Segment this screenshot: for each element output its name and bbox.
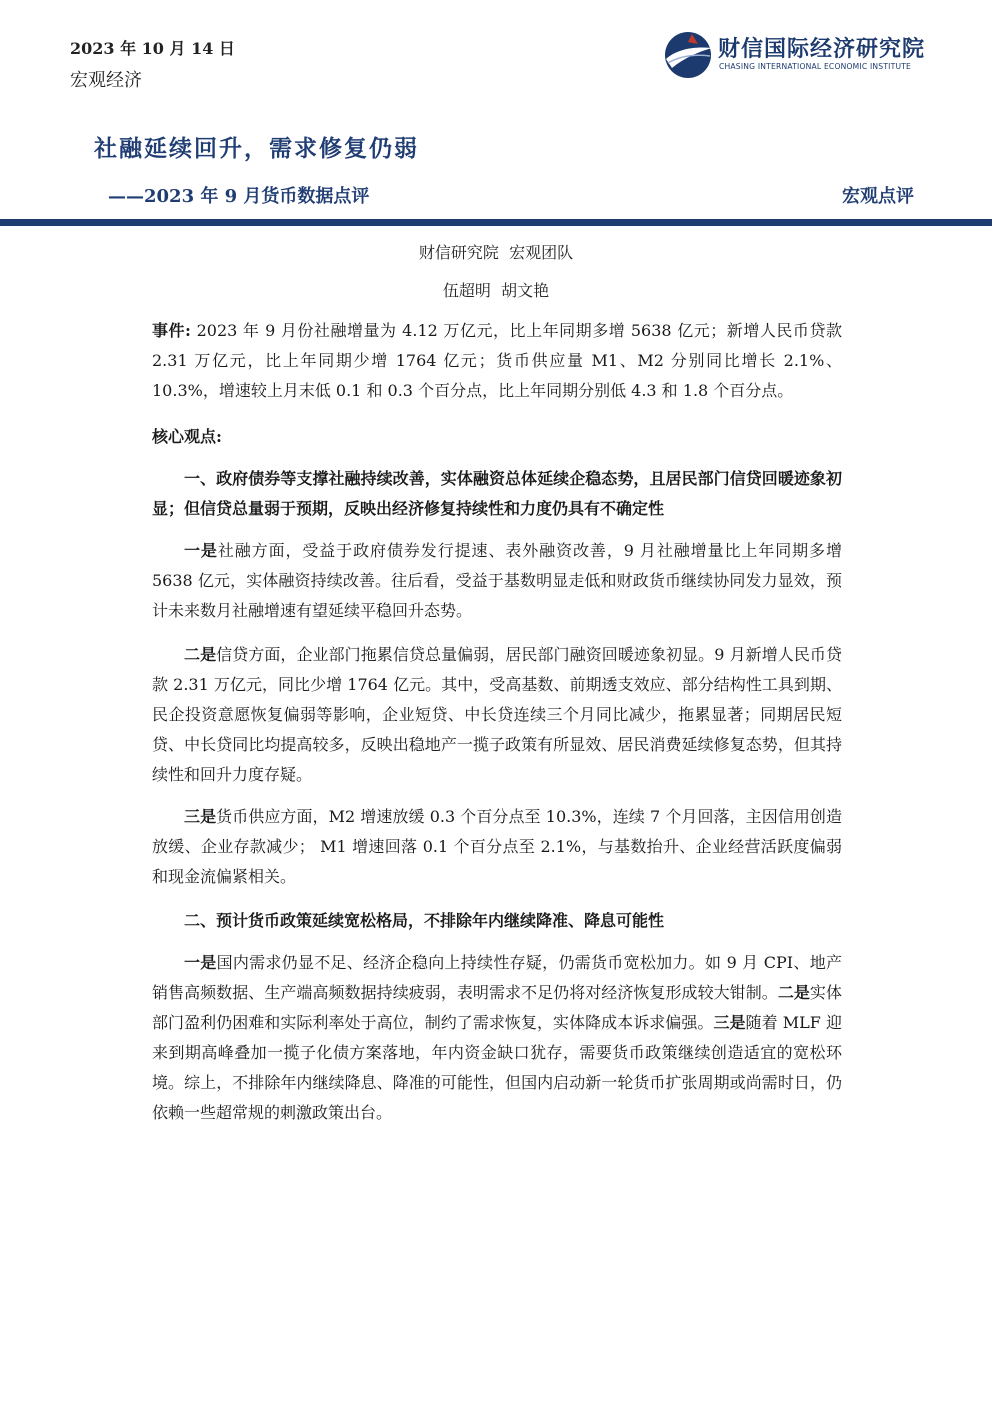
institute-name-en: CHASING INTERNATIONAL ECONOMIC INSTITUTE xyxy=(719,62,912,71)
paragraph-text: 实体部门盈利仍困难和实际利率处于高位，制约了需求恢复，实体降成本诉求偏强。 xyxy=(152,983,842,1032)
section1-paragraph-3 xyxy=(152,802,842,892)
paragraph-lead: 二是 xyxy=(777,983,810,1002)
event-paragraph xyxy=(152,316,842,406)
paragraph-lead: 一是 xyxy=(184,953,217,972)
report-type: 宏观点评 xyxy=(842,186,914,207)
paragraph-text: 社融方面，受益于政府债券发行提速、表外融资改善，9 月社融增量比上年同期多增 5638 亿元，实体融资持续改善。往后看，受益于基数明显走低和财政货币继续协同发力显效，预计未来数月社融增速有望延续平稳回升态势。 xyxy=(152,541,842,620)
event-label: 事件: xyxy=(152,321,191,340)
paragraph-text: 随着 MLF 迎来到期高峰叠加一揽子化债方案落地，年内资金缺口犹存，需要货币政策继续创造适宜的宽松环境。综上，不排除年内继续降息、降准的可能性，但国内启动新一轮货币扩张周期或尚需时日，仍依赖一些超常规的刺激政策出台。 xyxy=(152,1013,842,1122)
institute-logo xyxy=(662,28,924,84)
event-text: 2023 年 9 月份社融增量为 4.12 万亿元，比上年同期多增 5638 亿元；新增人民币贷款 2.31 万亿元，比上年同期少增 1764 亿元；货币供应量 M1、M2 分别同比增长 2.1%、10.3%，增速较上月末低 0.1 和 0.3 个百分点，比上年同期分别低 4.3 和 1.8 个百分点。 xyxy=(152,321,842,400)
section2-paragraph xyxy=(152,948,842,1128)
paragraph-lead: 三是 xyxy=(184,807,217,826)
report-category: 宏观经济 xyxy=(70,70,142,91)
institute-name: 财信国际经济研究院 xyxy=(718,37,926,62)
research-team: 财信研究院 宏观团队 xyxy=(418,243,574,262)
header-divider xyxy=(0,219,992,226)
section1-paragraph-2 xyxy=(152,640,842,790)
paragraph-text: 国内需求仍显不足、经济企稳向上持续性存疑，仍需货币宽松加力。如 9 月 CPI、地产销售高频数据、生产端高频数据持续疲弱，表明需求不足仍将对经济恢复形成较大钳制。 xyxy=(152,953,842,1002)
globe-logo-icon xyxy=(662,30,714,80)
section2-heading: 二、预计货币政策延续宽松格局，不排除年内继续降准、降息可能性 xyxy=(184,911,665,930)
report-date: 2023 年 10 月 14 日 xyxy=(70,39,235,58)
section1-paragraph-1 xyxy=(152,536,842,626)
core-views-label: 核心观点: xyxy=(152,427,222,446)
paragraph-lead: 二是 xyxy=(184,645,217,664)
section1-heading: 一、政府债券等支撑社融持续改善，实体融资总体延续企稳态势，且居民部门信贷回暖迹象初显；但信贷总量弱于预期，反映出经济修复持续性和力度仍具有不确定性 xyxy=(152,469,842,518)
paragraph-text: 货币供应方面，M2 增速放缓 0.3 个百分点至 10.3%，连续 7 个月回落，主因信用创造放缓、企业存款减少； M1 增速回落 0.1 个百分点至 2.1%，与基数抬升、企业经营活跃度偏弱和现金流偏紧相关。 xyxy=(152,807,842,886)
paragraph-lead: 一是 xyxy=(184,541,218,560)
report-title: 社融延续回升，需求修复仍弱 xyxy=(94,135,419,162)
paragraph-lead: 三是 xyxy=(713,1013,746,1032)
authors: 伍超明 胡文艳 xyxy=(442,281,550,300)
paragraph-text: 信贷方面，企业部门拖累信贷总量偏弱，居民部门融资回暖迹象初显。9 月新增人民币贷款 2.31 万亿元，同比少增 1764 亿元。其中，受高基数、前期透支效应、部分结构性工具到期、民企投资意愿恢复偏弱等影响，企业短贷、中长贷连续三个月同比减少，拖累显著；同期居民短贷、中长贷同比均提高较多，反映出稳地产一揽子政策有所显效、居民消费延续修复态势，但其持续性和回升力度存疑。 xyxy=(152,645,842,784)
report-subtitle: ——2023 年 9 月货币数据点评 xyxy=(108,186,370,207)
